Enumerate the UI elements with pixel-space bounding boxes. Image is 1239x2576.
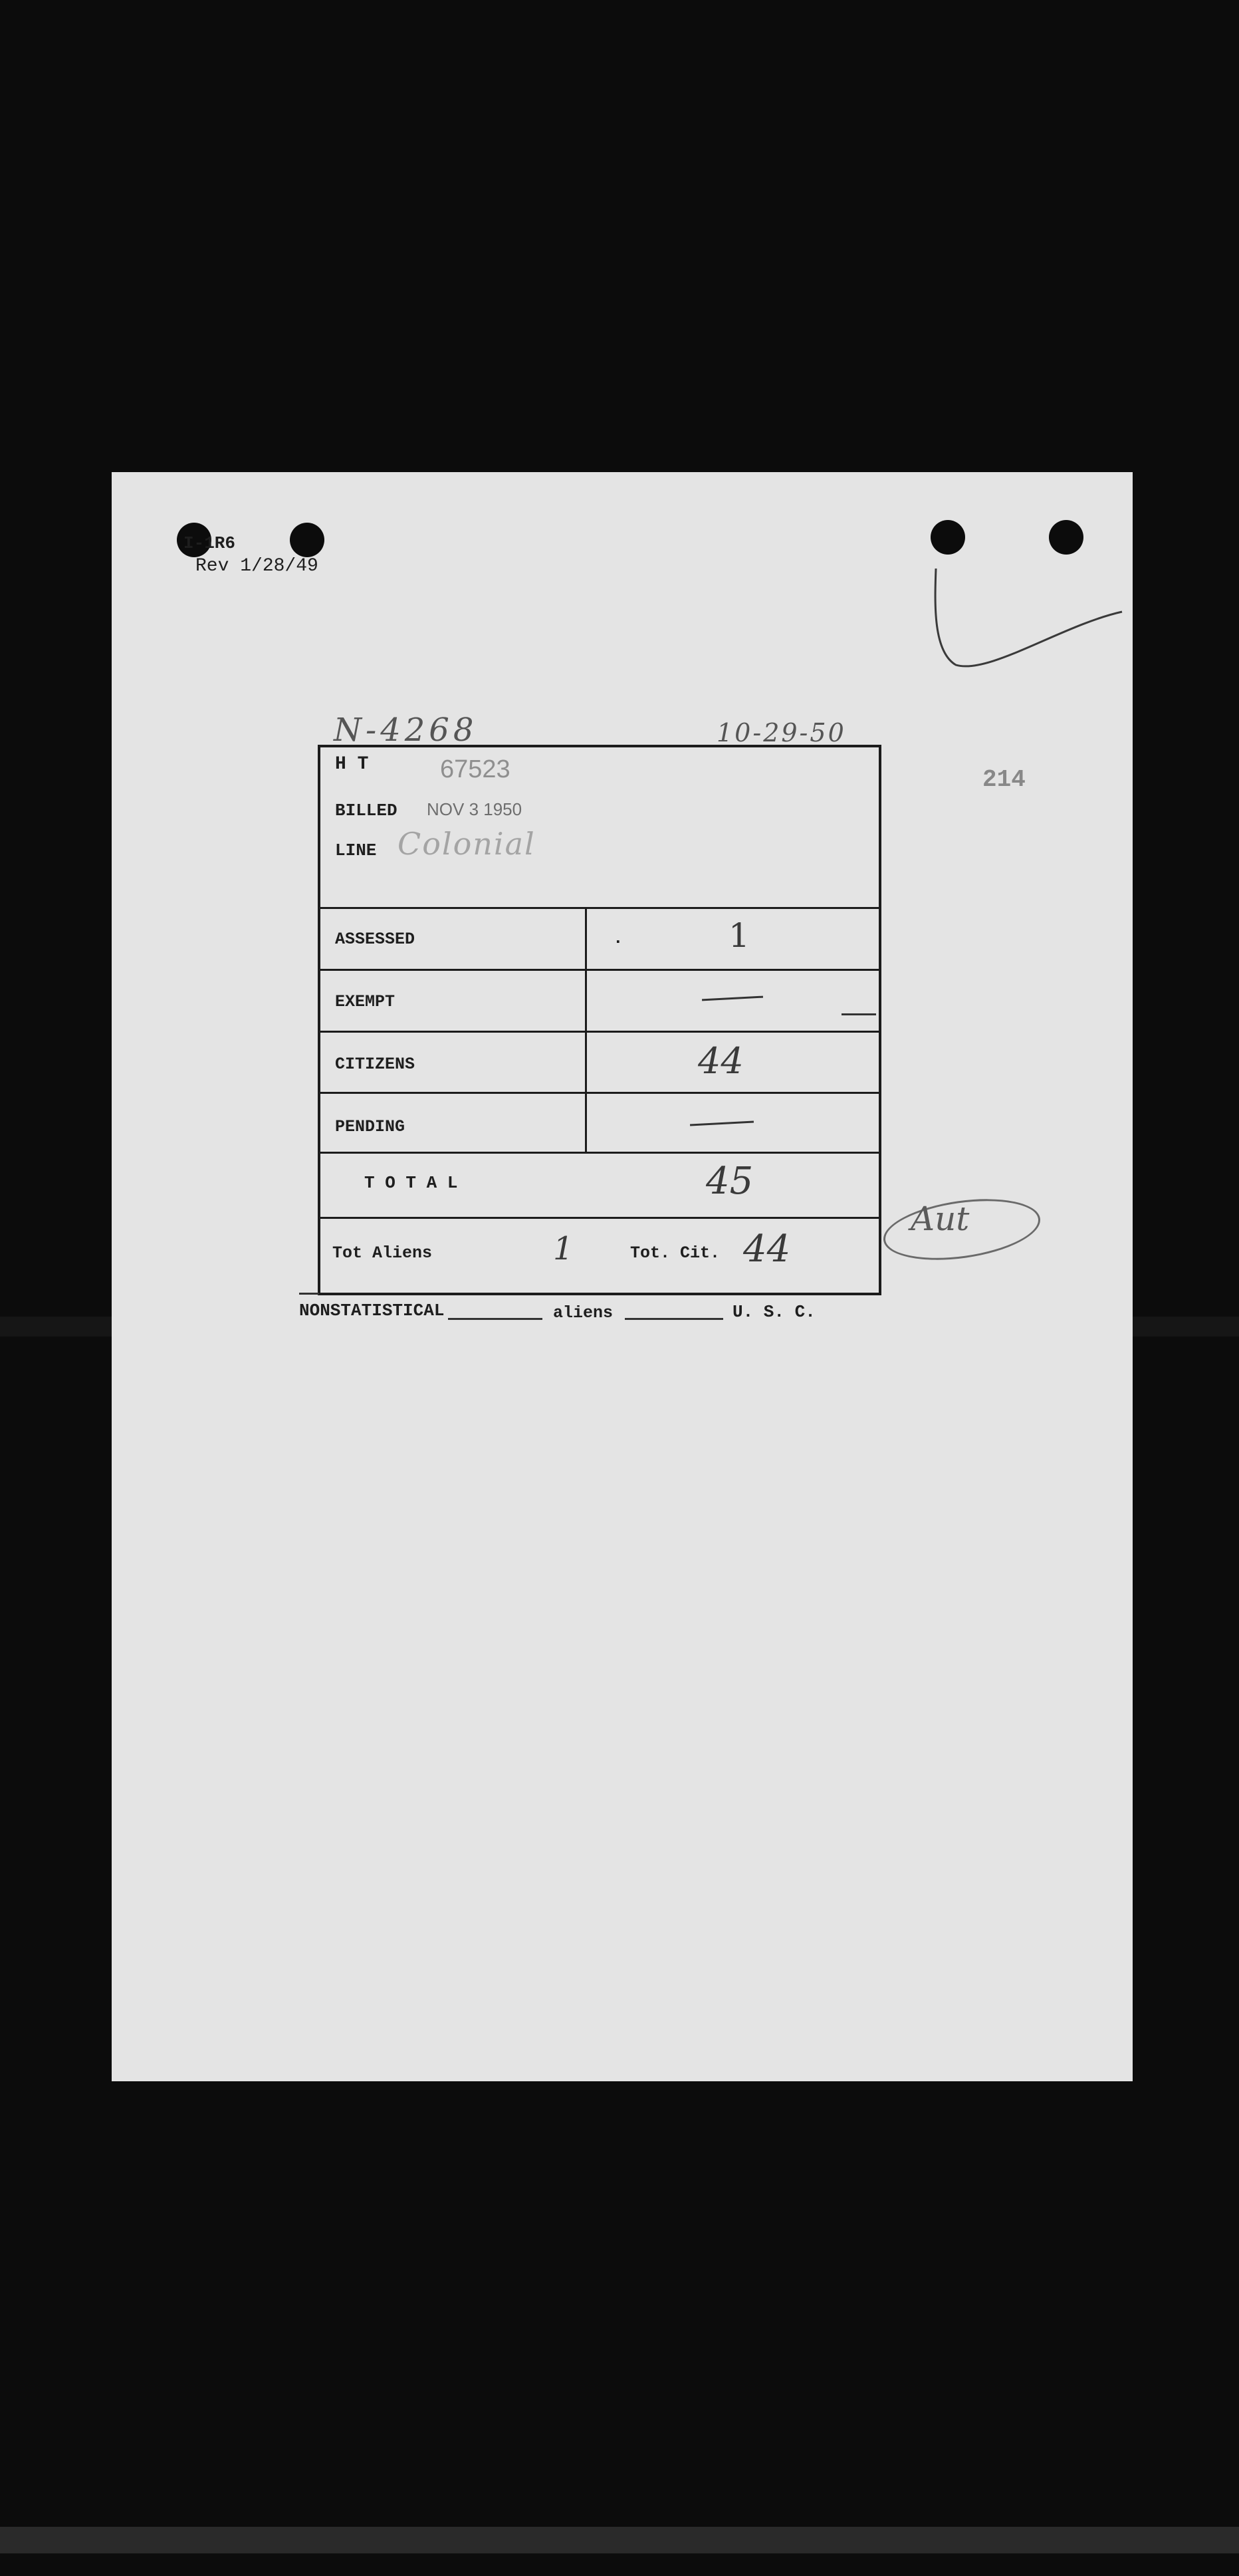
table-divider bbox=[320, 1152, 879, 1154]
nonstatistical-blank bbox=[448, 1318, 542, 1320]
total-label: T O T A L bbox=[364, 1173, 458, 1193]
form-number: I-1R6 bbox=[183, 533, 236, 553]
pending-value-dash bbox=[690, 1120, 754, 1126]
table-underline-extension bbox=[299, 1293, 319, 1295]
total-value: 45 bbox=[706, 1160, 754, 1203]
document-page bbox=[112, 472, 1133, 2081]
tot-cit-value: 44 bbox=[743, 1227, 791, 1271]
form-table bbox=[318, 745, 881, 1295]
tot-aliens-value: 1 bbox=[553, 1230, 574, 1267]
line-label: LINE bbox=[335, 840, 377, 860]
ht-stamped-number: 67523 bbox=[440, 755, 510, 783]
assessed-dot: . bbox=[613, 928, 623, 948]
exempt-rule-mark bbox=[842, 1013, 876, 1015]
table-divider bbox=[320, 907, 879, 909]
aliens-blank bbox=[625, 1318, 723, 1320]
billed-label: BILLED bbox=[335, 801, 397, 821]
assessed-value: 1 bbox=[729, 916, 750, 955]
ht-label: H T bbox=[335, 754, 369, 775]
exempt-label: EXEMPT bbox=[335, 992, 395, 1011]
form-date: 10-29-50 bbox=[717, 718, 846, 747]
scan-background-band-bottom bbox=[0, 2527, 1239, 2553]
nonstatistical-label: NONSTATISTICAL bbox=[299, 1301, 445, 1321]
table-divider bbox=[320, 969, 879, 971]
tot-aliens-label: Tot Aliens bbox=[332, 1243, 433, 1263]
citizens-label: CITIZENS bbox=[335, 1055, 415, 1074]
billed-date-stamp: NOV 3 1950 bbox=[427, 799, 522, 819]
table-column-divider bbox=[585, 907, 587, 1153]
page-number-stamp: 214 bbox=[982, 766, 1026, 793]
tot-cit-label: Tot. Cit. bbox=[630, 1243, 721, 1263]
punch-hole bbox=[290, 523, 324, 557]
handwritten-initials: Aut bbox=[911, 1200, 970, 1238]
table-divider bbox=[320, 1031, 879, 1033]
table-divider bbox=[320, 1092, 879, 1094]
table-divider bbox=[320, 1217, 879, 1219]
file-number: N-4268 bbox=[334, 711, 478, 749]
exempt-value-dash bbox=[702, 996, 763, 1001]
punch-hole bbox=[931, 520, 965, 555]
pending-label: PENDING bbox=[335, 1117, 405, 1136]
punch-hole bbox=[1049, 520, 1083, 555]
form-revision: Rev 1/28/49 bbox=[195, 556, 318, 577]
pencil-check-mark bbox=[929, 565, 1129, 685]
usc-label: U. S. C. bbox=[732, 1302, 816, 1322]
line-handwritten-value: Colonial bbox=[397, 826, 536, 862]
aliens-label: aliens bbox=[553, 1303, 614, 1323]
citizens-value: 44 bbox=[698, 1040, 744, 1082]
assessed-label: ASSESSED bbox=[335, 930, 415, 949]
